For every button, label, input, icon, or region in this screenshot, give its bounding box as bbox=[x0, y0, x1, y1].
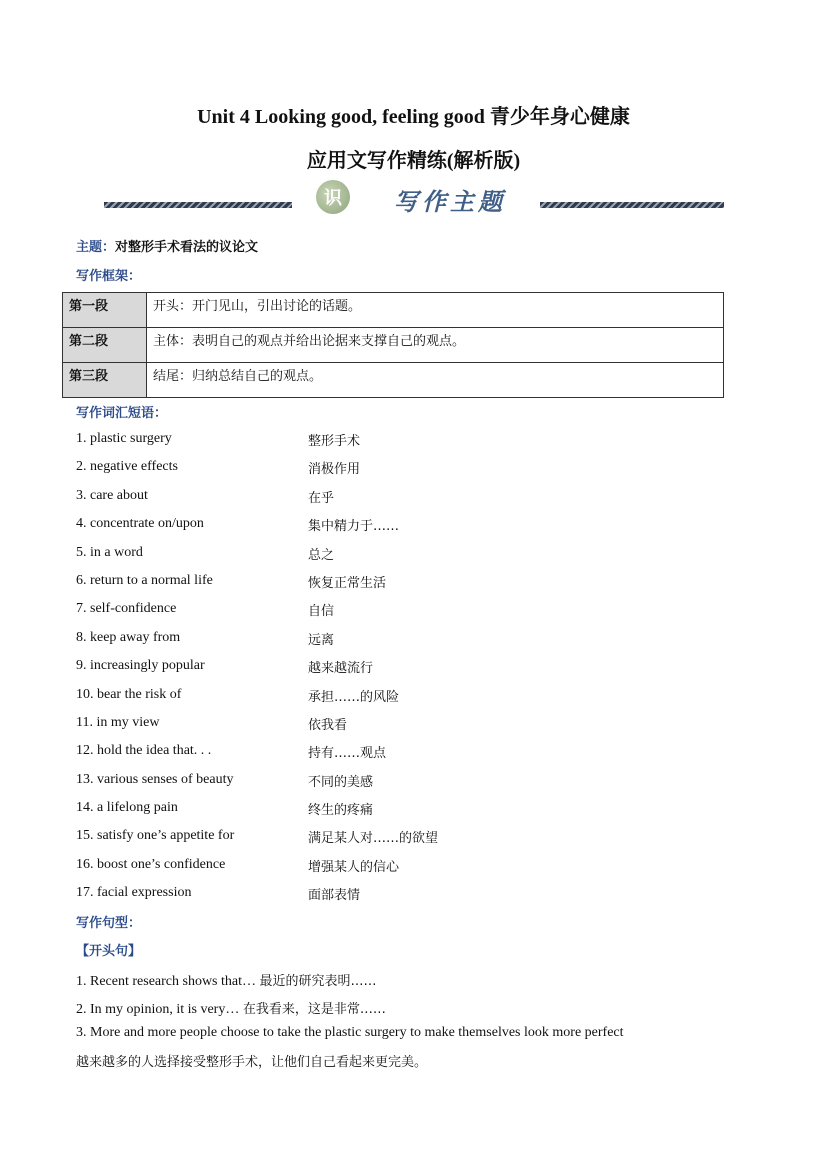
list-item bbox=[76, 825, 696, 853]
section-banner bbox=[104, 176, 724, 226]
page-title: Unit 4 Looking good, feeling good 青少年身心健康 bbox=[197, 106, 630, 128]
vocab-en: 1. plastic surgery bbox=[76, 431, 172, 446]
vocab-zh: 满足某人对……的欲望 bbox=[308, 831, 439, 847]
topic-text: 对整形手术看法的议论文 bbox=[115, 240, 259, 255]
paragraph-key: 第二段 bbox=[63, 328, 147, 363]
vocab-en: 16. boost one’s confidence bbox=[76, 856, 226, 872]
sentence-zh: 最近的研究表明…… bbox=[259, 974, 377, 989]
vocab-zh: 在乎 bbox=[308, 490, 335, 506]
sentence-en: 2. In my opinion, it is very… bbox=[76, 1002, 243, 1017]
vocab-en: 5. in a word bbox=[76, 544, 143, 560]
sentence-item bbox=[76, 1025, 624, 1041]
topic-label: 主题： bbox=[76, 240, 116, 255]
list-item bbox=[76, 655, 696, 683]
vocab-en: 11. in my view bbox=[76, 714, 160, 730]
vocab-zh: 集中精力于…… bbox=[308, 519, 400, 535]
list-item bbox=[76, 570, 696, 598]
sentence-zh: 在我看来，这是非常…… bbox=[242, 1002, 386, 1017]
list-item bbox=[76, 542, 696, 570]
vocab-en: 17. facial expression bbox=[76, 885, 192, 901]
vocab-en: 4. concentrate on/upon bbox=[76, 516, 204, 532]
vocab-en: 14. a lifelong pain bbox=[76, 800, 178, 816]
vocab-zh: 承担……的风险 bbox=[308, 689, 400, 705]
vocab-en: 2. negative effects bbox=[76, 459, 178, 475]
opening-label: 【开头句】 bbox=[76, 944, 142, 959]
vocab-label: 写作词汇短语： bbox=[76, 406, 168, 421]
vocab-en: 7. self-confidence bbox=[76, 601, 177, 617]
vocab-zh: 恢复正常生活 bbox=[308, 575, 387, 591]
sentence-en: 3. More and more people choose to take the plastic surgery to make themselves look more perfect bbox=[76, 1025, 624, 1040]
list-item bbox=[76, 740, 696, 768]
paragraph-key: 第一段 bbox=[63, 293, 147, 328]
banner-heading: 写作主题 bbox=[394, 187, 506, 216]
vocab-zh: 依我看 bbox=[308, 717, 348, 733]
vocab-zh: 消极作用 bbox=[308, 462, 361, 478]
table-row bbox=[63, 363, 724, 398]
page-subtitle: 应用文写作精练(解析版) bbox=[306, 150, 521, 172]
list-item bbox=[76, 712, 696, 740]
vocab-zh: 不同的美感 bbox=[308, 774, 374, 790]
vocab-en: 6. return to a normal life bbox=[76, 572, 213, 588]
vocab-en: 12. hold the idea that. . . bbox=[76, 743, 212, 759]
vocab-zh: 增强某人的信心 bbox=[308, 859, 400, 875]
table-row bbox=[63, 293, 724, 328]
list-item bbox=[76, 428, 696, 456]
list-item bbox=[76, 882, 696, 910]
list-item bbox=[76, 684, 696, 712]
vocab-en: 8. keep away from bbox=[76, 629, 181, 645]
paragraph-key: 第三段 bbox=[63, 363, 147, 398]
vocab-zh: 终生的疼痛 bbox=[308, 803, 374, 819]
vocab-en: 15. satisfy one’s appetite for bbox=[76, 828, 235, 844]
vocab-zh: 面部表情 bbox=[308, 888, 361, 904]
sentence-item bbox=[76, 970, 377, 990]
list-item bbox=[76, 797, 696, 825]
paragraph-desc: 主体：表明自己的观点并给出论据来支撑自己的观点。 bbox=[147, 328, 724, 363]
framework-label: 写作框架： bbox=[76, 269, 142, 284]
vocab-zh: 总之 bbox=[308, 547, 335, 563]
sentence-translation: 越来越多的人选择接受整形手术，让他们自己看起来更完美。 bbox=[76, 1055, 428, 1070]
vocab-zh: 远离 bbox=[308, 632, 335, 648]
banner-stripe-right bbox=[540, 202, 724, 208]
banner-stripe-left bbox=[104, 202, 292, 208]
vocab-en: 3. care about bbox=[76, 487, 148, 503]
framework-table bbox=[62, 292, 724, 398]
sentence-en: 1. Recent research shows that… bbox=[76, 974, 260, 989]
list-item bbox=[76, 513, 696, 541]
vocab-zh: 整形手术 bbox=[308, 434, 361, 449]
list-item bbox=[76, 854, 696, 882]
seal-icon: 识 bbox=[316, 180, 350, 214]
vocab-zh: 自信 bbox=[308, 604, 335, 620]
list-item bbox=[76, 485, 696, 513]
paragraph-desc: 开头：开门见山，引出讨论的话题。 bbox=[147, 293, 724, 328]
list-item bbox=[76, 456, 696, 484]
topic-line bbox=[76, 236, 258, 255]
list-item bbox=[76, 598, 696, 626]
vocab-en: 10. bear the risk of bbox=[76, 686, 182, 702]
vocab-zh: 持有……观点 bbox=[308, 746, 387, 762]
paragraph-desc: 结尾：归纳总结自己的观点。 bbox=[147, 363, 724, 398]
sentence-label: 写作句型： bbox=[76, 916, 142, 931]
vocab-en: 9. increasingly popular bbox=[76, 658, 205, 674]
vocab-list bbox=[76, 428, 696, 911]
vocab-zh: 越来越流行 bbox=[308, 661, 374, 677]
list-item bbox=[76, 769, 696, 797]
sentence-item bbox=[76, 998, 386, 1018]
table-row bbox=[63, 328, 724, 363]
vocab-en: 13. various senses of beauty bbox=[76, 771, 234, 787]
list-item bbox=[76, 627, 696, 655]
